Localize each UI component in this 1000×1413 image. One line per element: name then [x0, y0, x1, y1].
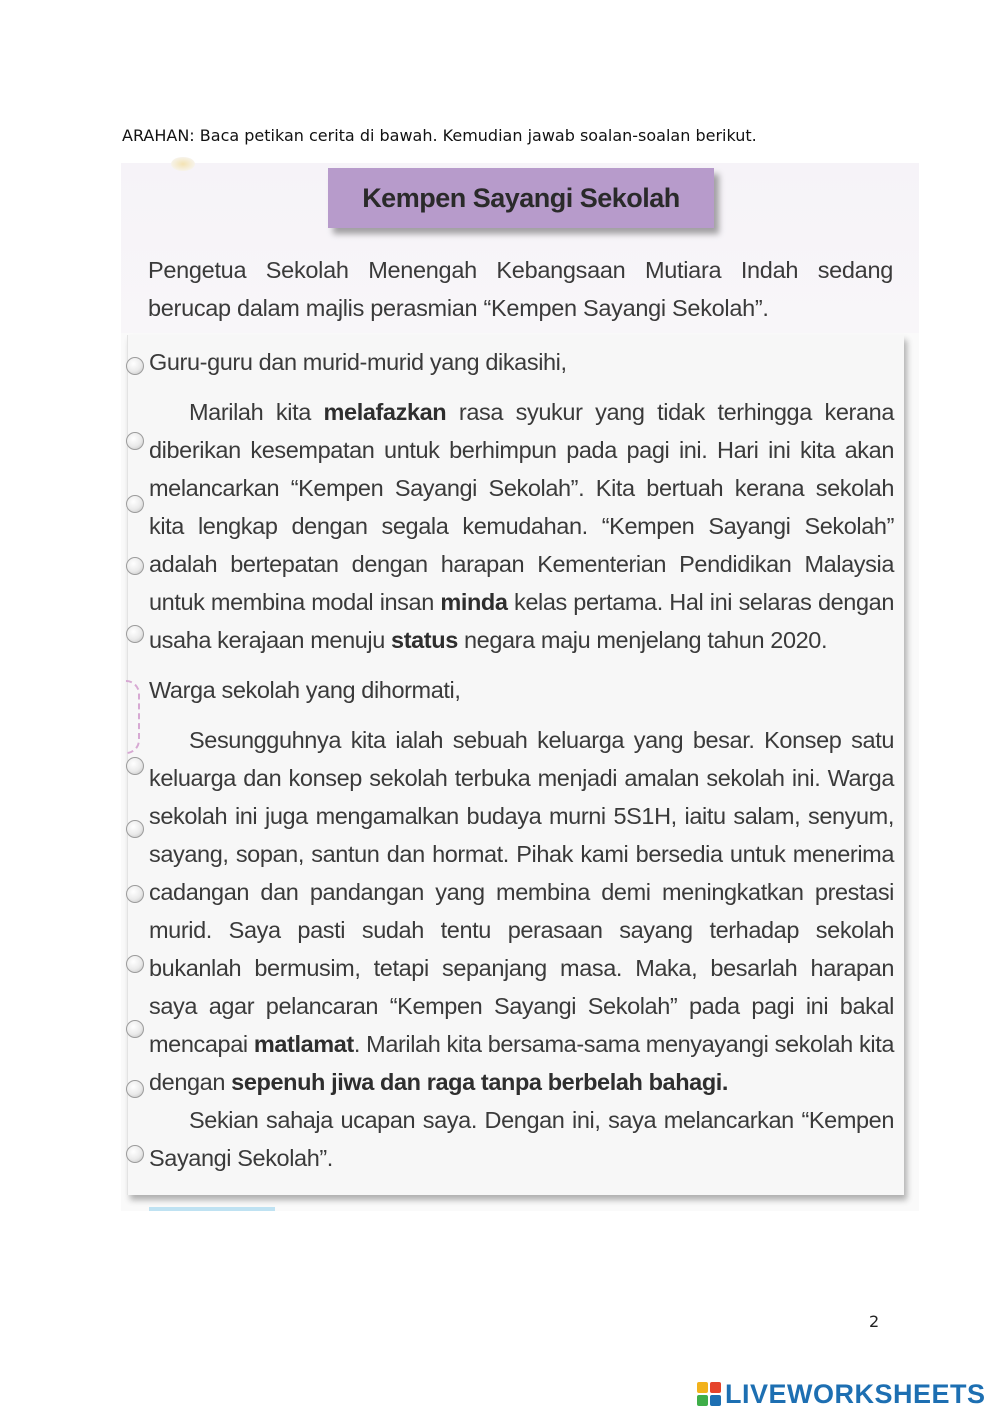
binder-hole-icon	[126, 955, 144, 973]
text-span: kelas pertama. Hal ini selaras dengan usaha kerajaan menuju	[149, 589, 894, 653]
text-span: Sesungguhnya kita ialah sebuah keluarga yang besar. Konsep satu keluarga dan konsep sekolah terbuka menjadi amalan sekolah ini. Warga sekolah ini juga mengamalkan budaya murni 5S1H, iaitu salam, senyum, sayang, sopan, santun dan hormat. Pihak kami bersedia untuk menerima cadangan dan pandangan yang membina demi meningkatkan prestasi murid. Saya pasti sudah tentu perasaan sayang terhadap sekolah bukanlah bermusim, tetapi sepanjang masa. Maka, besarlah harapan saya agar pelancaran “Kempen Sayangi Sekolah” pada pagi ini bakal mencapai	[149, 727, 894, 1057]
binder-hole-icon	[126, 432, 144, 450]
story-intro: Pengetua Sekolah Menengah Kebangsaan Mutiara Indah sedang berucap dalam majlis perasmian “Kempen Sayangi Sekolah”.	[148, 257, 893, 321]
story-title: Kempen Sayangi Sekolah	[328, 168, 714, 228]
closing-paragraph: Sekian sahaja ucapan saya. Dengan ini, saya melancarkan “Kempen Sayangi Sekolah”.	[149, 1107, 894, 1171]
binder-hole-icon	[126, 1020, 144, 1038]
speech-text	[149, 343, 894, 1177]
speech-box	[127, 335, 904, 1195]
binder-hole-icon	[126, 625, 144, 643]
text-span: Marilah kita	[189, 399, 324, 425]
tab-strip	[149, 1207, 275, 1211]
binder-hole-icon	[126, 757, 144, 775]
greeting: Guru-guru dan murid-murid yang dikasihi,	[149, 349, 567, 375]
bold-word: status	[391, 627, 458, 653]
bold-word: minda	[440, 589, 508, 615]
bold-word: matlamat	[253, 1031, 354, 1057]
liveworksheets-logo[interactable]	[697, 1377, 986, 1411]
binder-hole-icon	[126, 1145, 144, 1163]
paragraph-2	[149, 721, 894, 1101]
text-span: . Marilah kita bersama-sama menyayangi sekolah kita dengan	[149, 1031, 894, 1095]
liveworksheets-logo-icon	[697, 1381, 723, 1407]
instruction-text: ARAHAN: Baca petikan cerita di bawah. Kemudian jawab soalan-soalan berikut.	[122, 126, 757, 145]
binder-hole-icon	[126, 357, 144, 375]
binder-hole-icon	[126, 557, 144, 575]
binder-hole-icon	[126, 820, 144, 838]
binder-hole-icon	[126, 885, 144, 903]
bold-phrase: sepenuh jiwa dan raga tanpa berbelah bahagi.	[231, 1069, 729, 1095]
binder-hole-icon	[126, 1080, 144, 1098]
text-span: rasa syukur yang tidak terhingga kerana diberikan kesempatan untuk berhimpun pada pagi ini. Hari ini kita akan melancarkan “Kempen Sayangi Sekolah”. Kita bertuah kerana sekolah kita lengkap dengan segala kemudahan. “Kempen Sayangi Sekolah” adalah bertepatan dengan harapan Kementerian Pendidikan Malaysia untuk membina modal insan	[149, 399, 894, 615]
bold-word: melafazkan	[323, 399, 447, 425]
flower-decoration	[171, 157, 195, 171]
story-panel	[121, 163, 919, 1211]
binder-hole-icon	[126, 495, 144, 513]
greeting: Warga sekolah yang dihormati,	[149, 677, 461, 703]
ribbon-decoration	[126, 680, 140, 754]
logo-text: LIVEWORKSHEETS	[725, 1378, 986, 1409]
paragraph-1	[149, 393, 894, 659]
text-span: negara maju menjelang tahun 2020.	[457, 627, 828, 653]
page-number: 2	[869, 1312, 880, 1331]
